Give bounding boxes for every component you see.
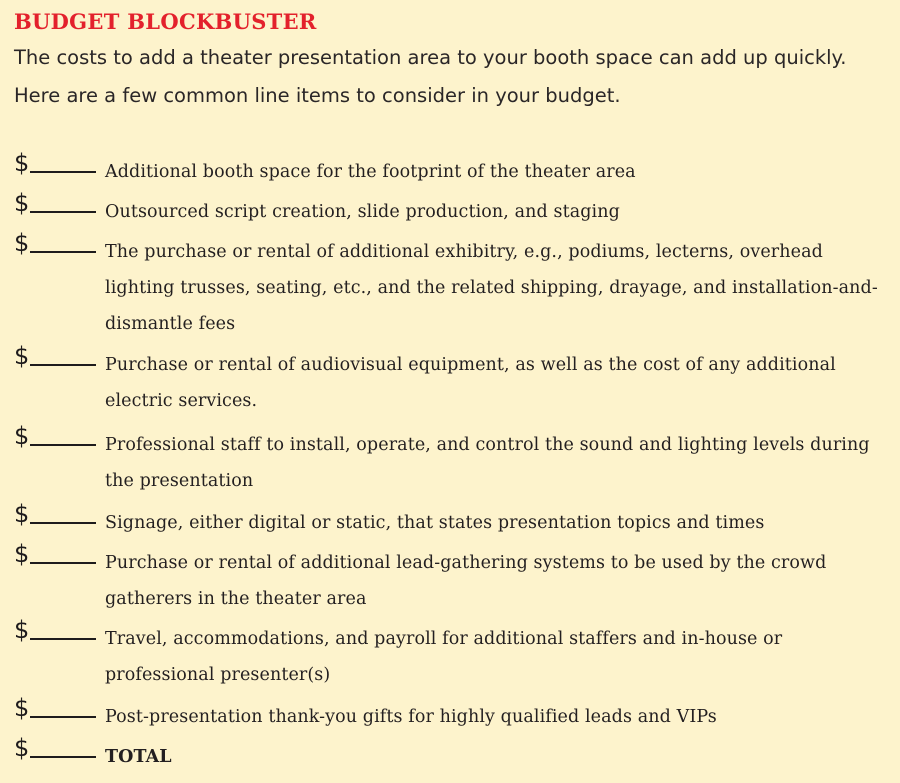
amount-blank[interactable] [14,150,96,176]
dollar-sign: $ [14,342,30,370]
amount-blank[interactable] [14,343,96,369]
dollar-sign: $ [14,540,30,568]
amount-blank[interactable] [14,423,96,449]
amount-blank[interactable] [14,735,96,761]
blank-line [30,638,96,640]
item-description: The purchase or rental of additional exhibitry, e.g., podiums, lecterns, overhead lighting trusses, seating, etc., and the related shipping, drayage, and installation-and-dismantle fees [105,242,878,334]
blank-line [30,364,96,366]
item-description: Post-presentation thank-you gifts for highly qualified leads and VIPs [105,707,717,727]
amount-blank[interactable] [14,230,96,256]
item-description: Travel, accommodations, and payroll for additional staffers and in-house or professional presenter(s) [105,629,783,685]
dollar-sign: $ [14,189,30,217]
blank-line [30,171,96,173]
item-description: Professional staff to install, operate, and control the sound and lighting levels during the presentation [105,435,870,491]
budget-item [14,695,890,735]
item-description: Signage, either digital or static, that states presentation topics and times [105,513,765,533]
budget-item [14,501,890,541]
intro-paragraph: The costs to add a theater presentation area to your booth space can add up quickly. Here are a few common line items to consider in your budget. [14,46,847,107]
dollar-sign: $ [14,500,30,528]
blank-line [30,756,96,758]
blank-line [30,211,96,213]
amount-blank[interactable] [14,617,96,643]
budget-items-list [14,150,890,775]
dollar-sign: $ [14,422,30,450]
blank-line [30,562,96,564]
item-description: Outsourced script creation, slide production, and staging [105,202,620,222]
amount-blank[interactable] [14,541,96,567]
dollar-sign: $ [14,616,30,644]
item-description: Purchase or rental of audiovisual equipment, as well as the cost of any additional electric services. [105,355,836,411]
total-label: TOTAL [105,747,172,767]
amount-blank[interactable] [14,695,96,721]
amount-blank[interactable] [14,501,96,527]
dollar-sign: $ [14,229,30,257]
dollar-sign: $ [14,734,30,762]
blank-line [30,522,96,524]
budget-item [14,190,890,230]
budget-item [14,541,890,617]
amount-blank[interactable] [14,190,96,216]
budget-item [14,230,890,343]
budget-item-total [14,735,890,775]
dollar-sign: $ [14,149,30,177]
budget-item [14,343,890,423]
page-title: BUDGET BLOCKBUSTER [14,9,317,34]
budget-item [14,617,890,695]
dollar-sign: $ [14,694,30,722]
blank-line [30,251,96,253]
blank-line [30,444,96,446]
item-description: Additional booth space for the footprint of the theater area [105,162,636,182]
item-description: Purchase or rental of additional lead-gathering systems to be used by the crowd gatherers in the theater area [105,553,827,609]
budget-item [14,150,890,190]
blank-line [30,716,96,718]
budget-item [14,423,890,501]
